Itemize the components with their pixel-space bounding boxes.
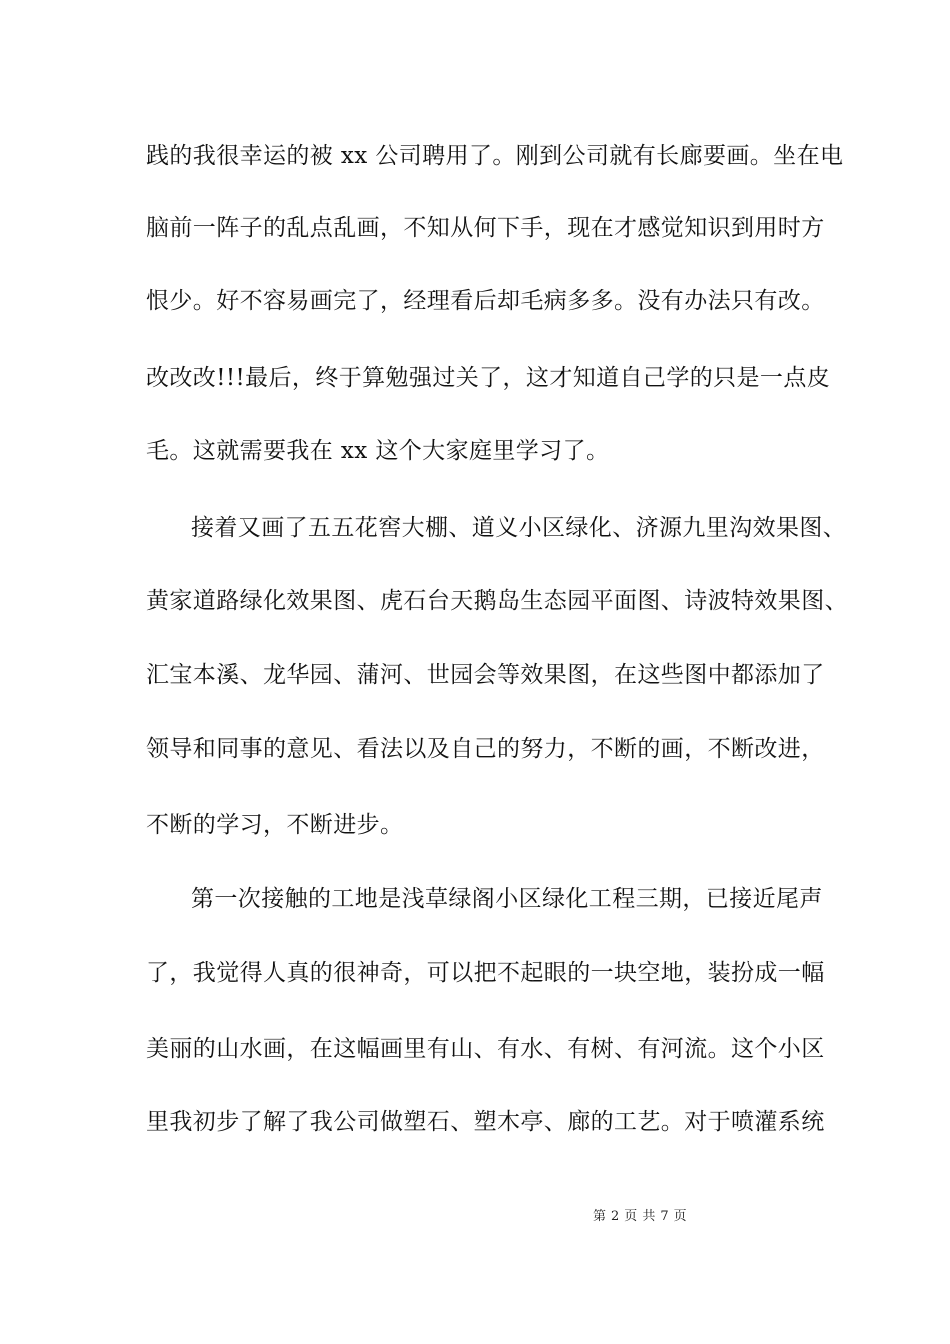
footer-suffix: 页 — [673, 1209, 687, 1224]
paragraph-line: 了，我觉得人真的很神奇，可以把不起眼的一块空地，装扮成一幅 — [146, 960, 825, 986]
footer-total-pages: 7 — [660, 1209, 669, 1224]
paragraph-line: 毛。这就需要我在 xx 这个大家庭里学习了。 — [146, 438, 610, 464]
footer-total-word: 共 — [642, 1209, 656, 1224]
paragraph-line: 不断的学习，不断进步。 — [146, 812, 404, 838]
paragraph-line: 美丽的山水画，在这幅画里有山、有水、有树、有河流。这个小区 — [146, 1036, 825, 1062]
paragraph-line: 汇宝本溪、龙华园、蒲河、世园会等效果图，在这些图中都添加了 — [146, 662, 825, 688]
page-number — [593, 1208, 687, 1226]
paragraph-line: 恨少。好不容易画完了，经理看后却毛病多多。没有办法只有改。 — [146, 288, 825, 314]
paragraph-line: 领导和同事的意见、看法以及自己的努力，不断的画，不断改进， — [146, 736, 825, 762]
paragraph-line: 接着又画了五五花窖大棚、道义小区绿化、济源九里沟效果图、 — [191, 515, 847, 541]
paragraph-line: 里我初步了解了我公司做塑石、塑木亭、廊的工艺。对于喷灌系统 — [146, 1109, 825, 1135]
footer-current-page: 2 — [611, 1209, 620, 1224]
footer-page-word: 页 — [624, 1209, 638, 1224]
paragraph-line: 改改改!!!最后，终于算勉强过关了，这才知道自己学的只是一点皮 — [146, 365, 831, 391]
paragraph-line: 脑前一阵子的乱点乱画，不知从何下手，现在才感觉知识到用时方 — [146, 215, 825, 241]
paragraph-line: 践的我很幸运的被 xx 公司聘用了。刚到公司就有长廊要画。坐在电 — [146, 143, 844, 169]
paragraph-line: 黄家道路绿化效果图、虎石台天鹅岛生态园平面图、诗波特效果图、 — [146, 588, 848, 614]
footer-prefix: 第 — [593, 1209, 607, 1224]
paragraph-line: 第一次接触的工地是浅草绿阁小区绿化工程三期，已接近尾声 — [191, 886, 823, 912]
